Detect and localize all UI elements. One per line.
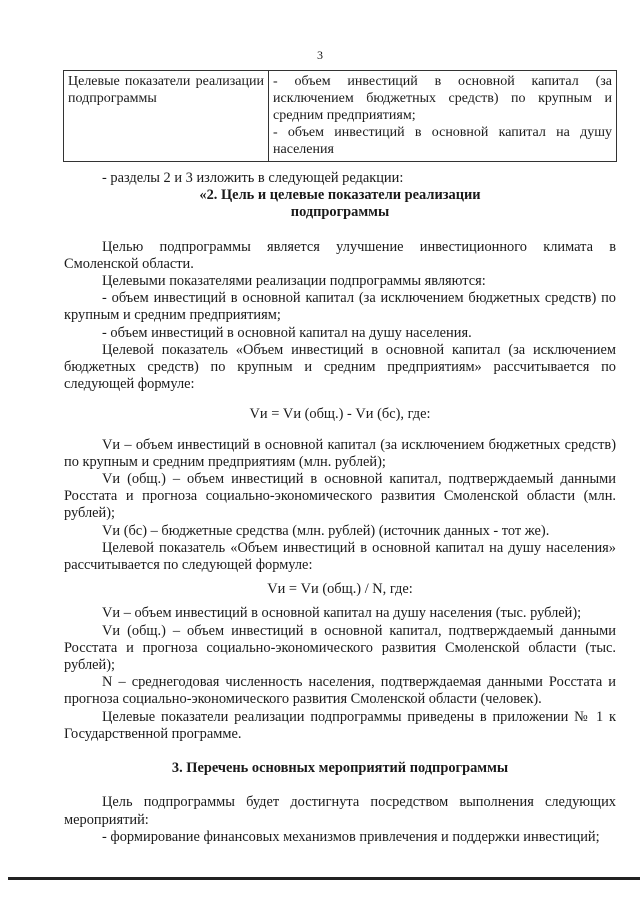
formula-2: Vи = Vи (общ.) / N, где: bbox=[267, 581, 413, 598]
paragraph: Целевой показатель «Объем инвестиций в основной капитал на душу населения» рассчитывается по следующей формуле: bbox=[64, 539, 616, 574]
paragraph: - объем инвестиций в основной капитал (за исключением бюджетных средств) по крупным и средним предприятиям; bbox=[64, 290, 616, 324]
page-number: 3 bbox=[317, 48, 323, 62]
paragraph: Vи – объем инвестиций в основной капитал (за исключением бюджетных средств) по крупным и средним предприятиям (млн. рублей); bbox=[64, 436, 616, 470]
table-item: - объем инвестиций в основной капитал на душу населения bbox=[273, 125, 612, 157]
table-item: - объем инвестиций в основной капитал (за исключением бюджетных средств) по крупным и средним предприятиям; bbox=[273, 74, 612, 123]
section-3-heading: 3. Перечень основных мероприятий подпрограммы bbox=[171, 760, 509, 777]
paragraph: Vи (бс) – бюджетные средства (млн. рублей) (источник данных - тот же). bbox=[102, 522, 550, 539]
paragraph: Целевые показатели реализации подпрограммы приведены в приложении № 1 к Государственной программе. bbox=[64, 708, 616, 742]
paragraph: Целевой показатель «Объем инвестиций в основной капитал (за исключением бюджетных средств) по крупным и средним предприятиям» рассчитывается по следующей формуле: bbox=[64, 341, 616, 393]
paragraph: Vи (общ.) – объем инвестиций в основной капитал, подтверждаемый данными Росстата и прогноза социально-экономического развития Смоленской области (тыс. рублей); bbox=[64, 622, 616, 674]
paragraph: Цель подпрограммы будет достигнута посредством выполнения следующих мероприятий: bbox=[64, 794, 616, 828]
table-value-cell bbox=[269, 71, 617, 162]
formula-1: Vи = Vи (общ.) - Vи (бс), где: bbox=[249, 406, 431, 423]
paragraph: N – среднегодовая численность населения, подтверждаемая данными Росстата и прогноза социально-экономического развития Смоленской области (человек). bbox=[64, 674, 616, 708]
table-row bbox=[64, 71, 617, 162]
document-body bbox=[64, 170, 616, 846]
section-2-heading-cont: подпрограммы bbox=[290, 204, 390, 221]
passport-table bbox=[63, 70, 617, 162]
table-label-cell: Целевые показатели реализации подпрограммы bbox=[64, 71, 269, 162]
paragraph: Vи – объем инвестиций в основной капитал на душу населения (тыс. рублей); bbox=[102, 605, 582, 622]
paragraph: Vи (общ.) – объем инвестиций в основной капитал, подтверждаемый данными Росстата и прогноза социально-экономического развития Смоленской области (млн. рублей); bbox=[64, 471, 616, 522]
intro-text: - разделы 2 и 3 изложить в следующей редакции: bbox=[102, 170, 404, 186]
paragraph: Целевыми показателями реализации подпрограммы являются: bbox=[102, 273, 486, 290]
paragraph: Целью подпрограммы является улучшение инвестиционного климата в Смоленской области. bbox=[64, 238, 616, 272]
bottom-rule bbox=[8, 877, 640, 880]
paragraph: - формирование финансовых механизмов привлечения и поддержки инвестиций; bbox=[102, 828, 600, 845]
section-2-heading: «2. Цель и целевые показатели реализации bbox=[199, 187, 481, 204]
paragraph: - объем инвестиций в основной капитал на душу населения. bbox=[102, 324, 472, 341]
